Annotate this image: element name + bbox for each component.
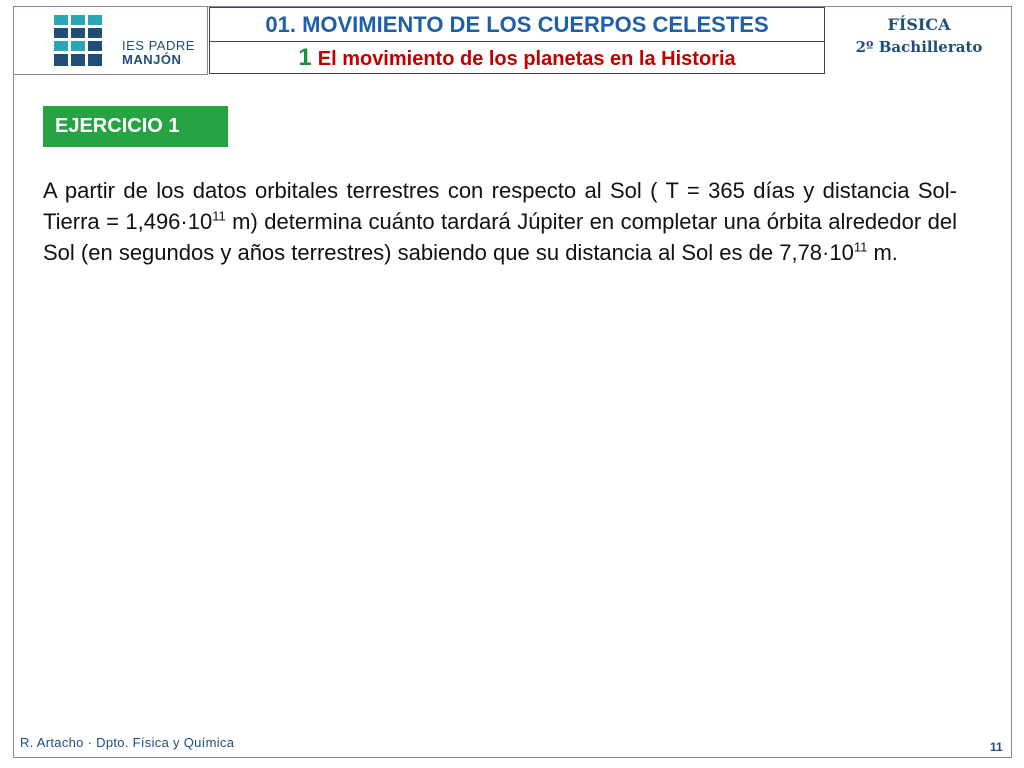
- footer-author: R. Artacho · Dpto. Física y Química: [20, 735, 235, 750]
- subject-box: [826, 14, 1012, 58]
- page-number: 11: [990, 740, 1003, 754]
- title-box: [209, 7, 825, 74]
- logo-line2: MANJÓN: [122, 52, 182, 67]
- lesson-title-row: [210, 42, 824, 74]
- course-name: 2º Bachillerato: [855, 38, 983, 56]
- school-logo: [14, 7, 208, 75]
- exercise-label: EJERCICIO 1: [43, 106, 228, 147]
- lesson-number: 1: [298, 44, 312, 71]
- exercise-text-part2: m) determina cuánto tardará Júpiter en completar una órbita alrededor del Sol (en segundos y años terrestres) sabiendo que su distancia al Sol es de 7,78·10: [43, 209, 958, 265]
- logo-text: [122, 39, 195, 67]
- exponent-1: 11: [212, 208, 226, 224]
- logo-line1: IES PADRE: [122, 38, 195, 53]
- exponent-2: 11: [853, 239, 868, 255]
- exercise-text-part1: A partir de los datos orbitales terrestres con respecto al Sol ( T = 365 días y distancia Sol-Tierra = 1,496·10: [43, 178, 957, 234]
- lesson-title: El movimiento de los planetas en la Historia: [317, 48, 736, 70]
- unit-title: 01. MOVIMIENTO DE LOS CUERPOS CELESTES: [210, 8, 824, 42]
- subject-name: FÍSICA: [887, 15, 951, 34]
- exercise-statement: [43, 175, 957, 268]
- exercise-text-part3: m.: [867, 240, 898, 265]
